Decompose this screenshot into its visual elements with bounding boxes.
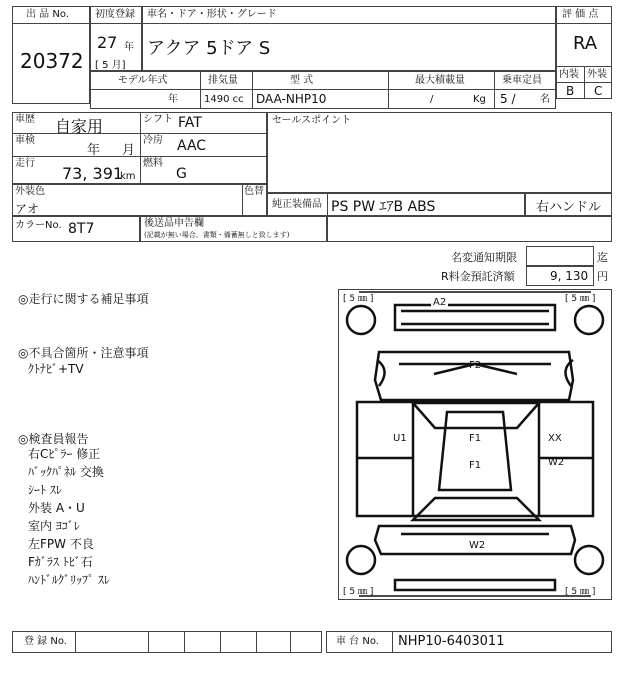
inspector-line: ﾊﾝﾄﾞﾙｸﾞﾘｯﾌﾟ ｽﾚ [28, 573, 110, 587]
displacement-label: 排気量 [208, 75, 238, 86]
divider [140, 112, 141, 184]
aftermarket-label: 後送品申告欄 [144, 218, 204, 229]
exterior-label: 外装 [587, 69, 607, 80]
divider [148, 631, 149, 653]
tire-depth-rear-right: [ 5 ㎜ ] [565, 587, 596, 597]
notice-deadline-label: 名変通知期限 [451, 251, 517, 264]
inspector-line: ｼｰﾄ ｽﾚ [28, 483, 62, 497]
car-diagram [338, 289, 612, 600]
tire-depth-front-right: [ 5 ㎜ ] [565, 294, 596, 304]
equipment-value: PS PW ｴｱB ABS [331, 199, 436, 215]
damage-mark-u1: U1 [393, 433, 407, 444]
inspector-heading: ◎検査員報告 [18, 432, 89, 446]
divider [252, 71, 253, 109]
divider [184, 631, 185, 653]
max-load-label: 最大積載量 [415, 75, 465, 86]
divider [392, 631, 393, 653]
aftermarket-note: (記載が無い場合、書類・備蓄無しと致します) [144, 231, 290, 239]
defects-heading: ◎不具合箇所・注意事項 [18, 346, 149, 360]
max-load-value: / [430, 94, 434, 105]
damage-mark-f1-mid: F1 [469, 460, 482, 471]
mileage-value: 73, 391 [62, 164, 124, 183]
divider [290, 631, 291, 653]
inspector-line: 外装 A・U [28, 501, 85, 515]
damage-mark-w2-bottom: W2 [469, 540, 486, 551]
inspection-year: 年 [87, 143, 101, 158]
divider [388, 71, 389, 109]
inspector-line: 室内 ﾖｺﾞﾚ [28, 519, 80, 533]
divider [256, 631, 257, 653]
color-no-value: 8T7 [68, 221, 95, 237]
car-name: アクア 5ドア S [147, 38, 271, 59]
year-unit: 年 [124, 42, 134, 53]
inspection-label: 車検 [15, 135, 35, 146]
mileage-unit: km [120, 171, 136, 182]
chassis-no-value: NHP10-6403011 [398, 634, 505, 649]
fuel-value: G [176, 166, 187, 182]
shift-label: シフト [143, 114, 173, 125]
model-year-label: モデル年式 [118, 75, 168, 86]
divider [200, 71, 201, 109]
type-value: DAA-NHP10 [256, 92, 327, 106]
interior-label: 内装 [559, 69, 579, 80]
divider [90, 89, 556, 90]
interior-score: B [566, 84, 575, 98]
color-value: アオ [15, 202, 39, 216]
tire-depth-front-left: [ 5 ㎜ ] [343, 294, 374, 304]
damage-mark-f1-top: F1 [469, 433, 482, 444]
defect-line: ｸﾄﾅﾋﾞ+TV [28, 362, 84, 376]
capacity-value: 5 / [500, 92, 516, 106]
color-no-label: カラーNo. [15, 220, 62, 231]
max-load-unit: Kg [473, 94, 486, 105]
registration-no-label: 登 録 No. [24, 636, 67, 647]
fuel-label: 燃料 [143, 158, 163, 169]
inspector-line: 右Cﾋﾟﾗｰ 修正 [28, 447, 101, 461]
model-year-value: 年 [168, 94, 178, 105]
notice-deadline-unit: 迄 [597, 251, 608, 264]
divider [584, 66, 585, 99]
inspection-month: 月 [122, 143, 136, 158]
divider [242, 184, 243, 216]
recycle-fee-value: 9, 130 [550, 269, 589, 283]
inspector-line: ﾊﾞｯｸﾊﾟﾈﾙ 交換 [28, 465, 104, 479]
evaluation-label: 評 価 点 [562, 9, 599, 20]
first-registration-month: [ 5 月] [95, 60, 126, 71]
damage-mark-xx: XX [548, 433, 562, 444]
color-change-label: 色替 [244, 186, 264, 197]
divider [12, 23, 90, 24]
ac-label: 冷房 [143, 135, 163, 146]
equipment-label: 純正装備品 [272, 199, 322, 210]
divider [556, 23, 612, 24]
inspector-line: Fｶﾞﾗｽ ﾄﾋﾞ石 [28, 555, 93, 569]
driving-heading: ◎走行に関する補足事項 [18, 292, 149, 306]
divider [220, 631, 221, 653]
ac-value: AAC [177, 138, 207, 154]
lot-no: 20372 [20, 49, 84, 73]
tire-depth-rear-left: [ 5 ㎜ ] [343, 587, 374, 597]
type-label: 型 式 [290, 75, 314, 86]
aftermarket-extra-box [327, 216, 612, 242]
steering-value: 右ハンドル [536, 200, 602, 215]
first-registration-label: 初度登録 [95, 9, 135, 20]
divider [75, 631, 76, 653]
exterior-score: C [594, 84, 603, 98]
car-name-label: 車名・ドア・形状・グレード [147, 9, 277, 20]
recycle-fee-unit: 円 [597, 270, 608, 283]
history-label: 車歴 [15, 114, 35, 125]
chassis-no-label: 車 台 No. [336, 636, 379, 647]
color-box [12, 184, 267, 216]
damage-mark-a2: A2 [433, 297, 447, 308]
history-value: 自家用 [55, 117, 104, 136]
sales-point-label: セールスポイント [272, 115, 352, 126]
mileage-label: 走行 [15, 158, 35, 169]
first-registration-year: 27 [97, 33, 118, 52]
divider [327, 193, 328, 216]
divider [494, 71, 495, 109]
displacement-value: 1490 cc [204, 94, 244, 105]
color-label: 外装色 [15, 186, 45, 197]
recycle-fee-label: R料金預託済額 [441, 270, 515, 283]
inspector-line: 左FPW 不良 [28, 537, 94, 551]
capacity-unit: 名 [540, 94, 550, 105]
damage-mark-f2: F2 [469, 360, 482, 371]
evaluation-score: RA [573, 33, 598, 54]
capacity-label: 乗車定員 [502, 75, 542, 86]
lot-no-label: 出 品 No. [26, 9, 69, 20]
car-outline [339, 290, 611, 599]
shift-value: FAT [178, 115, 202, 131]
damage-mark-w2-right: W2 [548, 457, 565, 468]
notice-deadline-field [526, 246, 594, 266]
